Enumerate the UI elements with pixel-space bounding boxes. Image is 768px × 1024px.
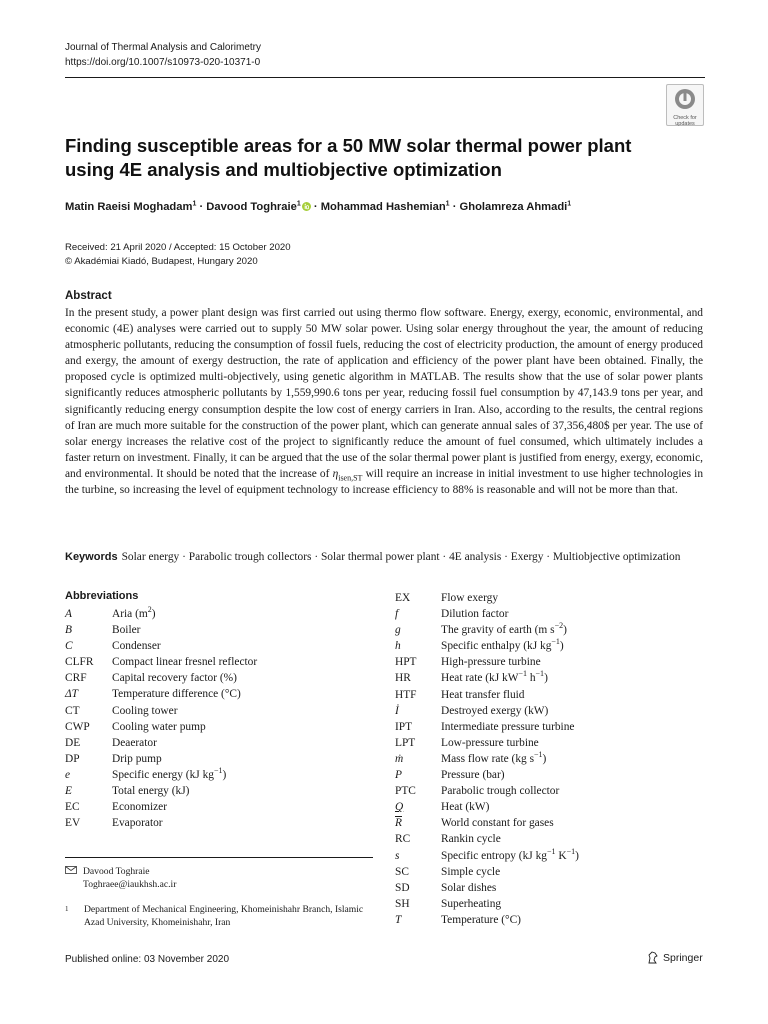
abbreviation-symbol: ΔT — [65, 688, 79, 701]
author-name[interactable]: Matin Raeisi Moghadam — [65, 201, 193, 213]
abbreviation-text: Boiler — [112, 624, 141, 637]
abbreviation-symbol: f — [395, 608, 399, 621]
abbreviation-description — [112, 638, 161, 654]
abbreviation-row — [395, 896, 579, 912]
abbreviation-description — [112, 622, 140, 638]
abbreviation-row — [65, 638, 257, 654]
email-envelope-icon — [65, 866, 77, 874]
check-for-updates-line1: Check for — [673, 115, 697, 121]
check-for-updates-icon — [674, 88, 696, 110]
abbreviation-description — [112, 606, 156, 622]
abbreviation-symbol: B — [65, 624, 72, 637]
abbreviation-text: Pressure (bar) — [441, 769, 505, 782]
abbreviation-row — [395, 654, 579, 670]
abbreviation-symbol: IPT — [395, 720, 413, 733]
abbreviation-description — [441, 590, 498, 606]
abbreviation-row — [395, 606, 579, 622]
abbreviation-description — [112, 703, 178, 719]
abbreviation-text: Evaporator — [112, 817, 163, 830]
abbreviation-row — [395, 912, 579, 928]
abbreviations-left-column — [65, 606, 257, 831]
abbreviation-symbol: İ — [395, 704, 399, 717]
abbreviation-row — [395, 719, 579, 735]
abbreviation-mid: K — [555, 849, 567, 862]
copyright: © Akadémiai Kiadó, Budapest, Hungary 2020 — [65, 256, 258, 267]
keywords — [65, 549, 703, 565]
abbreviation-text: Compact linear fresnel reflector — [112, 656, 258, 669]
abbreviation-mid: h — [527, 672, 536, 685]
journal-header — [65, 40, 261, 70]
abbreviation-description — [112, 719, 206, 735]
abbreviation-text: Solar dishes — [441, 881, 497, 894]
abbreviation-sup2: −1 — [535, 669, 545, 679]
received-accepted: Received: 21 April 2020 / Accepted: 15 October 2020 — [65, 242, 291, 253]
abbreviation-text: Deaerator — [112, 736, 157, 749]
abbreviation-sup2: −1 — [566, 846, 576, 856]
abbreviation-symbol: Q — [395, 801, 404, 814]
abbreviation-description — [441, 638, 564, 654]
abbreviation-text: World constant for gases — [441, 817, 554, 830]
header-rule — [65, 77, 705, 78]
abbreviation-description — [441, 606, 508, 622]
author-name[interactable]: Mohammad Hashemian — [320, 201, 446, 213]
corresponding-email[interactable]: Toghraee@iaukhsh.ac.ir — [83, 879, 177, 890]
abbreviation-symbol: ṁ — [395, 752, 404, 765]
keywords-label: Keywords — [65, 551, 118, 563]
abbreviation-text: Cooling tower — [112, 704, 178, 717]
published-online: Published online: 03 November 2020 — [65, 954, 229, 965]
abbreviation-sup: −1 — [518, 669, 527, 679]
abbreviation-text: Economizer — [112, 801, 168, 814]
article-title: Finding susceptible areas for a 50 MW solar thermal power plant using 4E analysis and multiobjective optimization — [65, 135, 632, 180]
abbreviation-row — [395, 783, 579, 799]
springer-label: Springer — [663, 951, 703, 964]
abbreviation-row — [395, 638, 579, 654]
author-separator: · — [313, 201, 318, 213]
abbreviation-row — [395, 880, 579, 896]
abbreviation-symbol: C — [65, 640, 73, 653]
abbreviation-text: Condenser — [112, 640, 161, 653]
abbreviation-tail: ) — [222, 768, 227, 781]
corresponding-name: Davood Toghraie — [83, 866, 150, 877]
abbreviation-text: Destroyed exergy (kW) — [441, 704, 549, 717]
abbreviation-description — [441, 670, 548, 686]
abbreviation-text: Temperature difference (°C) — [112, 688, 241, 701]
abbreviation-description — [441, 735, 539, 751]
abbreviation-description — [441, 864, 500, 880]
abbreviation-row — [65, 719, 257, 735]
journal-name: Journal of Thermal Analysis and Calorimetry — [65, 42, 262, 53]
abbreviation-symbol: P — [395, 769, 402, 782]
author-name[interactable]: Davood Toghraie — [206, 201, 297, 213]
abbreviation-symbol: EX — [395, 592, 411, 604]
abbreviation-text: Temperature (°C) — [441, 913, 521, 926]
abbreviation-text: Dilution factor — [441, 608, 509, 621]
abstract-body — [65, 305, 703, 498]
abbreviation-text: Total energy (kJ) — [112, 785, 190, 798]
abbreviation-description — [112, 767, 226, 783]
abbreviation-sup: 2 — [147, 605, 152, 615]
abbreviation-tail: ) — [559, 640, 564, 653]
abbreviation-description — [112, 735, 157, 751]
author-affil: 1 — [567, 200, 572, 208]
keywords-text: Solar energy · Parabolic trough collectors · Solar thermal power plant · 4E analysis · Exergy · Multiobjective optimization — [121, 551, 681, 563]
abstract-text-end: will require an increase in initial investment to use higher technologies in the turbine, so increasing the level of equipment technology to increase efficiency to 88% is reasonable and will not be more than that. — [65, 467, 704, 497]
abbreviation-symbol: SD — [395, 881, 410, 894]
abbreviation-row — [395, 848, 579, 864]
abbreviation-row — [65, 767, 257, 783]
affiliation — [65, 903, 365, 929]
abbreviation-symbol: T — [395, 913, 402, 926]
abbreviation-text: Mass flow rate (kg s — [441, 752, 535, 765]
affiliation-text: Department of Mechanical Engineering, Khomeinishahr Branch, Islamic Azad University, Khomeinishahr, Iran — [84, 904, 364, 928]
abbreviation-symbol: HPT — [395, 656, 417, 669]
abbreviation-description — [441, 848, 579, 864]
abbreviation-sup: −1 — [546, 846, 556, 856]
abbreviation-symbol: HR — [395, 672, 411, 685]
author-affil: 1 — [445, 200, 450, 208]
abbreviation-symbol: SH — [395, 897, 410, 910]
abbreviation-row — [395, 735, 579, 751]
abbreviations-right-column — [395, 590, 579, 928]
abbreviation-text: High-pressure turbine — [441, 656, 541, 669]
abbreviation-row — [395, 670, 579, 686]
abbreviation-row — [65, 783, 257, 799]
abbreviation-description — [441, 880, 496, 896]
abbreviation-description — [441, 751, 546, 767]
corresponding-author — [65, 865, 176, 891]
abbreviation-row — [395, 831, 579, 847]
abbreviation-symbol: EV — [65, 817, 81, 830]
abbreviation-row — [395, 687, 579, 703]
abstract-heading: Abstract — [65, 290, 112, 302]
abbreviation-text: Heat rate (kJ kW — [441, 672, 519, 685]
abbreviation-description — [441, 896, 501, 912]
abbreviation-symbol: RC — [395, 833, 411, 846]
abbreviation-row — [65, 686, 257, 702]
abbreviation-row — [65, 815, 257, 831]
abbreviation-text: Specific energy (kJ kg — [112, 768, 214, 781]
abbreviation-row — [65, 703, 257, 719]
abbreviation-description — [112, 815, 163, 831]
abbreviation-text: Flow exergy — [441, 592, 499, 604]
abbreviation-sup: −1 — [534, 750, 543, 760]
abbreviation-row — [395, 622, 579, 638]
abbreviation-symbol: g — [395, 624, 401, 637]
eta-symbol: η — [332, 467, 339, 480]
abbreviation-symbol: LPT — [395, 736, 416, 749]
springer-logo[interactable] — [647, 951, 703, 964]
abbreviation-text: Simple cycle — [441, 865, 501, 878]
abbreviation-text: Parabolic trough collector — [441, 785, 560, 798]
abbreviation-symbol: CWP — [65, 720, 90, 733]
orcid-icon[interactable] — [302, 202, 311, 211]
abbreviation-description — [441, 783, 559, 799]
abbreviation-row — [65, 799, 257, 815]
author-separator: · — [199, 201, 204, 213]
abbreviation-text: Low-pressure turbine — [441, 736, 539, 749]
abbreviation-row — [395, 767, 579, 783]
abbreviation-row — [395, 864, 579, 880]
abbreviation-text: The gravity of earth (m s — [441, 624, 555, 637]
abbreviation-symbol: E — [65, 785, 72, 798]
abbreviation-sup: −1 — [213, 766, 223, 776]
abbreviation-row — [395, 590, 579, 606]
abbreviation-description — [441, 703, 548, 719]
abbreviation-symbol: DE — [65, 736, 81, 749]
abbreviation-tail: ) — [542, 752, 547, 765]
abbreviation-description — [112, 783, 189, 799]
abbreviation-description — [112, 686, 241, 702]
abbreviation-text: Cooling water pump — [112, 720, 206, 733]
author-list — [65, 201, 705, 213]
abbreviation-description — [441, 654, 541, 670]
abbreviation-row — [65, 735, 257, 751]
abbreviation-row — [65, 751, 257, 767]
abbreviation-text: Superheating — [441, 897, 502, 910]
abbreviation-description — [112, 799, 167, 815]
abbreviation-description — [441, 912, 521, 928]
springer-horse-icon — [647, 951, 659, 964]
check-for-updates-line2: updates — [675, 121, 695, 127]
abbreviation-symbol: CRF — [65, 672, 87, 685]
abbreviation-description — [112, 654, 257, 670]
abbreviation-description — [441, 815, 554, 831]
abbreviation-symbol: h — [395, 640, 401, 653]
abbreviation-row — [65, 670, 257, 686]
eta-subscript: isen,ST — [338, 473, 363, 483]
abbreviation-description — [441, 799, 489, 815]
abbreviation-text: Specific entropy (kJ kg — [441, 849, 547, 862]
abbreviation-row — [65, 654, 257, 670]
abbreviation-text: Rankin cycle — [441, 833, 501, 846]
abbreviation-row — [395, 815, 579, 831]
abbreviation-description — [441, 622, 567, 638]
abbreviation-description — [441, 719, 574, 735]
doi-link[interactable]: https://doi.org/10.1007/s10973-020-10371-0 — [65, 57, 261, 68]
abbreviation-text: Aria (m — [112, 608, 148, 620]
author-affil: 1 — [192, 200, 197, 208]
abbreviation-tail: ) — [575, 849, 579, 862]
abbreviation-symbol: CLFR — [65, 656, 94, 669]
abbreviation-text: Drip pump — [112, 752, 162, 765]
abbreviation-tail: ) — [563, 624, 567, 637]
abbreviation-row — [65, 606, 257, 622]
affiliation-number: 1 — [65, 905, 69, 913]
abbreviation-symbol: SC — [395, 865, 409, 878]
abbreviation-text: Specific enthalpy (kJ kg — [441, 640, 552, 653]
abbreviation-description — [441, 831, 501, 847]
footnote-rule — [65, 857, 373, 858]
abbreviation-description — [441, 687, 525, 703]
abbreviation-tail: ) — [544, 672, 548, 685]
abbreviation-text: Intermediate pressure turbine — [441, 720, 575, 733]
abbreviation-symbol: PTC — [395, 785, 416, 798]
abbreviation-description — [112, 751, 162, 767]
abbreviation-row — [65, 622, 257, 638]
abbreviation-text: Capital recovery factor (%) — [112, 672, 237, 685]
abbreviation-symbol: A — [65, 608, 72, 620]
abbreviation-symbol: s — [395, 849, 400, 862]
author-name[interactable]: Gholamreza Ahmadi — [459, 201, 568, 213]
abbreviation-sup: −1 — [551, 637, 560, 647]
check-for-updates-badge[interactable] — [666, 84, 704, 126]
abbreviation-row — [395, 703, 579, 719]
abbreviation-symbol: HTF — [395, 688, 417, 701]
author-separator: · — [452, 201, 457, 213]
abbreviation-description — [441, 767, 505, 783]
abbreviation-tail: ) — [151, 608, 156, 620]
abbreviation-text: Heat transfer fluid — [441, 688, 525, 701]
abbreviation-symbol: DP — [65, 752, 80, 765]
abstract-text: In the present study, a power plant design was first carried out using thermo flow software. Energy, exergy, economic, environmental, and economic (4E) analyses were carried out to supply 50 MW solar power. Using solar energy throughout the year, the amount of reducing atmospheric pollutants, reducing the consumption of fossil fuels, reducing the cost of electricity production, the amount of energy produced and exergy, the amount of exergy destruction, the rate of application and efficiency of the power plant have been obtained. Finally, the proposed cycle is optimized multi-objectively, using genetic algorithm in MATLAB. The results show that the use of solar power plants significantly reduces atmospheric pollutants by 1,559,990.6 tons per year, reducing fossil fuel consumption by 47,143.9 tons per year, and significantly reducing energy consumption despite the low cost of energy carriers in Iran. Also, according to the results, the central regions of Iran are much more suitable for the construction of the power plant, which can generate annual sales of 37,356,480$ per year. The use of solar energy increases the relative cost of the project to significantly reduce the amount of fuel consumed, which ultimately includes a faster return on investment. Finally, it can be argued that the use of the solar thermal power plant is justified from energy, exergy, economic, and environmental. It should be noted that the increase of — [65, 307, 704, 480]
abbreviation-sup: −2 — [554, 621, 564, 631]
abbreviation-row — [395, 751, 579, 767]
abbreviation-symbol: e — [65, 768, 71, 781]
abbreviation-row — [395, 799, 579, 815]
author-affil: 1 — [296, 200, 301, 208]
abbreviation-symbol: EC — [65, 801, 80, 814]
abbreviation-description — [112, 670, 237, 686]
article-dates — [65, 241, 291, 269]
abbreviation-symbol: CT — [65, 704, 80, 717]
abbreviation-text: Heat (kW) — [441, 801, 490, 814]
abbreviations-heading: Abbreviations — [65, 590, 139, 602]
abbreviation-symbol: $\overline{R}$ — [395, 817, 402, 830]
